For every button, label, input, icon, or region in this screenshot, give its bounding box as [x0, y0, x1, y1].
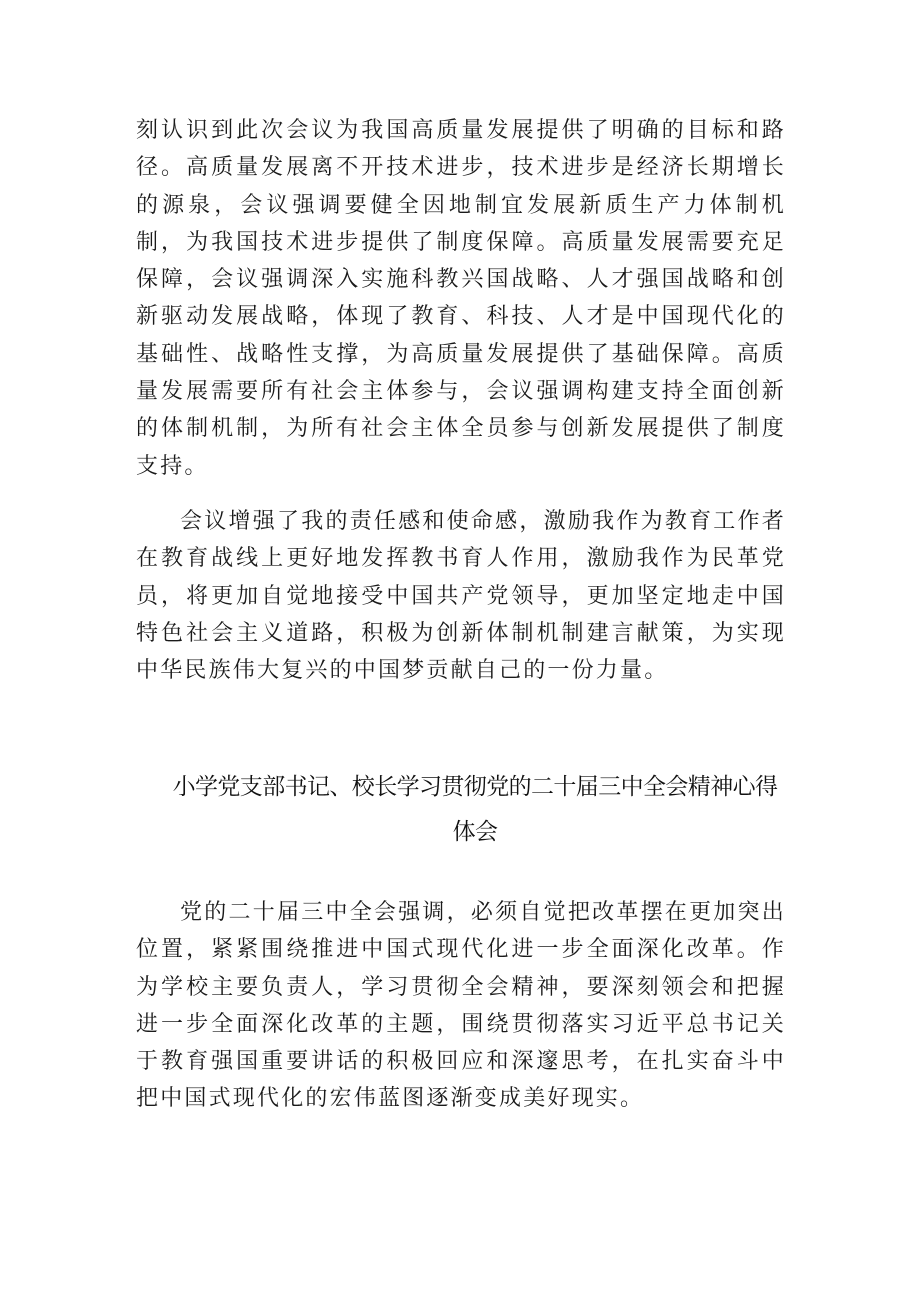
paragraph-section-intro: 党的二十届三中全会强调，必须自觉把改革摆在更加突出位置，紧紧围绕推进中国式现代化进一步全面深化改革。作为学校主要负责人，学习贯彻全会精神，要深刻领会和把握进一步全面深化改革的主题，围绕贯彻落实习近平总书记关于教育强国重要讲话的积极回应和深邃思考，在扎实奋斗中把中国式现代化的宏伟蓝图逐渐变成美好现实。: [136, 900, 786, 1112]
paragraph-responsibility: 会议增强了我的责任感和使命感，激励我作为教育工作者在教育战线上更好地发挥教书育人作用，激励我作为民革党员，将更加自觉地接受中国共产党领导，更加坚定地走中国特色社会主义道路，积极为创新体制机制建言献策，为实现中华民族伟大复兴的中国梦贡献自己的一份力量。: [136, 509, 786, 684]
paragraph-continuation: 刻认识到此次会议为我国高质量发展提供了明确的目标和路径。高质量发展离不开技术进步，技术进步是经济长期增长的源泉，会议强调要健全因地制宜发展新质生产力体制机制，为我国技术进步提供了制度保障。高质量发展需要充足保障，会议强调深入实施科教兴国战略、人才强国战略和创新驱动发展战略，体现了教育、科技、人才是中国现代化的基础性、战略性支撑，为高质量发展提供了基础保障。高质量发展需要所有社会主体参与，会议强调构建支持全面创新的体制机制，为所有社会主体全员参与创新发展提供了制度支持。: [136, 118, 786, 479]
section-title: 小学党支部书记、校长学习贯彻党的二十届三中全会精神心得体会: [172, 774, 778, 845]
